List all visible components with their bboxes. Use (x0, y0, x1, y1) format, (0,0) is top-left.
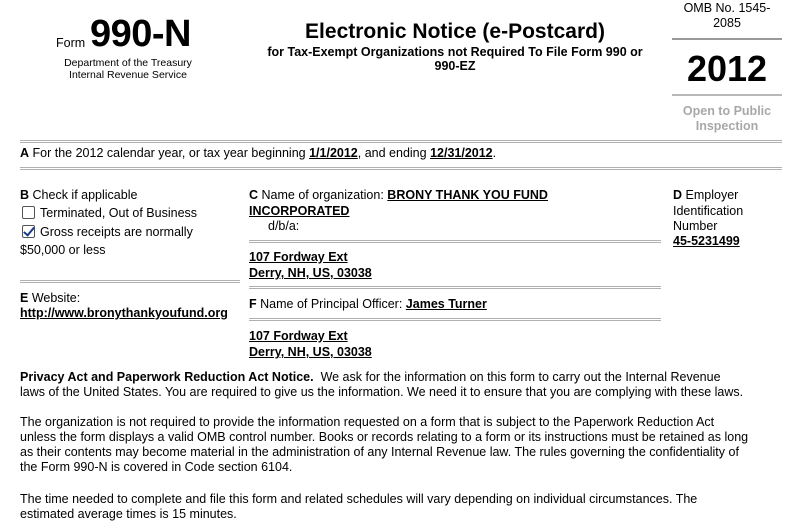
section-b-heading (20, 188, 137, 203)
form-title: Electronic Notice (e-Postcard) (305, 20, 605, 43)
principal-officer-name: James Turner (405, 297, 487, 311)
section-f-heading (249, 297, 487, 312)
tax-year-end-date: 12/31/2012 (430, 146, 493, 160)
privacy-p2-line-3: as their contents may become material in the administration of any Internal Revenue law. The rules governing the confidentiality of (20, 445, 739, 459)
terminated-checkbox[interactable] (22, 206, 35, 219)
privacy-p1-line-1: We ask for the information on this form to carry out the Internal Revenue (320, 370, 721, 384)
privacy-p3-line-2: estimated average times is 15 minutes. (20, 507, 237, 521)
section-f-letter: F (249, 297, 257, 311)
section-a-end: . (492, 146, 497, 160)
section-b-letter: B (20, 188, 30, 202)
employer-identification-number: 45-5231499 (673, 234, 740, 248)
gross-receipts-option (22, 225, 193, 240)
form-subtitle-line-1: for Tax-Exempt Organizations not Required To File Form 990 or (267, 45, 643, 59)
department-line-2: Internal Revenue Service (69, 69, 187, 81)
open-to-public-line-1: Open to Public (682, 104, 772, 118)
section-d-label-line-1: Employer (685, 188, 739, 202)
tax-year: 2012 (686, 48, 768, 89)
section-a-middle: , and ending (357, 146, 427, 160)
omb-number-line-2: 2085 (713, 16, 741, 30)
officer-address-line-2: Derry, NH, US, 03038 (249, 345, 372, 359)
section-d-label-line-2: Identification (673, 204, 744, 218)
privacy-p3-line-1: The time needed to complete and file this form and related schedules will vary depending on individual circumstances. The (20, 492, 698, 506)
department-line-1: Department of the Treasury (64, 57, 192, 69)
header-divider (20, 140, 782, 143)
organization-address-line-1: 107 Fordway Ext (249, 250, 348, 264)
organization-address-line-2: Derry, NH, US, 03038 (249, 266, 372, 280)
section-c-letter: C (249, 188, 259, 202)
privacy-heading: Privacy Act and Paperwork Reduction Act Notice. (20, 370, 314, 384)
gross-receipts-label-line-2: $50,000 or less (20, 243, 106, 257)
form-subtitle-line-2: 990-EZ (434, 59, 476, 73)
form-number: 990-N (90, 13, 191, 55)
omb-divider (672, 38, 782, 40)
open-to-public-line-2: Inspection (695, 119, 759, 133)
organization-name-line-2: INCORPORATED (249, 204, 350, 218)
officer-divider (249, 318, 661, 321)
terminated-option (22, 206, 197, 221)
website-link[interactable]: http://www.bronythankyoufund.org (20, 306, 228, 320)
privacy-paragraph-2 (20, 415, 800, 475)
section-c-label: Name of organization: (261, 188, 384, 202)
gross-receipts-label: Gross receipts are normally (40, 225, 193, 239)
section-e-heading (20, 291, 80, 306)
privacy-p2-line-2: unless the form displays a valid OMB control number. Books or records relating to a form or its instructions must be retained as long (20, 430, 749, 444)
section-a-divider (20, 167, 782, 170)
section-c-divider (249, 286, 661, 289)
section-a-text: For the 2012 calendar year, or tax year beginning (32, 146, 306, 160)
form-label: Form (56, 36, 86, 50)
privacy-paragraph-1 (20, 370, 800, 400)
privacy-p1-line-2: laws of the United States. You are required to give us the information. We need it to ensure that you are complying with these laws. (20, 385, 744, 399)
officer-address-line-1: 107 Fordway Ext (249, 329, 348, 343)
omb-number-line-1: OMB No. 1545- (683, 1, 771, 15)
section-f-label: Name of Principal Officer: (260, 297, 403, 311)
section-a-letter: A (20, 146, 30, 160)
section-b-label: Check if applicable (32, 188, 138, 202)
organization-name: BRONY THANK YOU FUND (387, 188, 548, 202)
dba-divider (249, 240, 661, 243)
terminated-label: Terminated, Out of Business (40, 206, 198, 220)
section-a (20, 146, 496, 161)
section-e-label: Website: (31, 291, 81, 305)
section-c-heading (249, 188, 548, 203)
section-d-heading (673, 188, 738, 203)
privacy-paragraph-3 (20, 492, 800, 522)
year-divider (672, 94, 782, 96)
section-d-letter: D (673, 188, 683, 202)
gross-receipts-checkbox[interactable] (22, 225, 35, 238)
section-d-label-line-3: Number (673, 219, 718, 233)
privacy-p2-line-1: The organization is not required to provide the information requested on a form that is subject to the Paperwork Reduction Act (20, 415, 715, 429)
privacy-p2-line-4: the Form 990-N is covered in Code section 6104. (20, 460, 293, 474)
tax-year-begin-date: 1/1/2012 (309, 146, 358, 160)
section-b-divider (20, 280, 240, 283)
section-e-letter: E (20, 291, 29, 305)
dba-label: d/b/a: (268, 219, 300, 233)
